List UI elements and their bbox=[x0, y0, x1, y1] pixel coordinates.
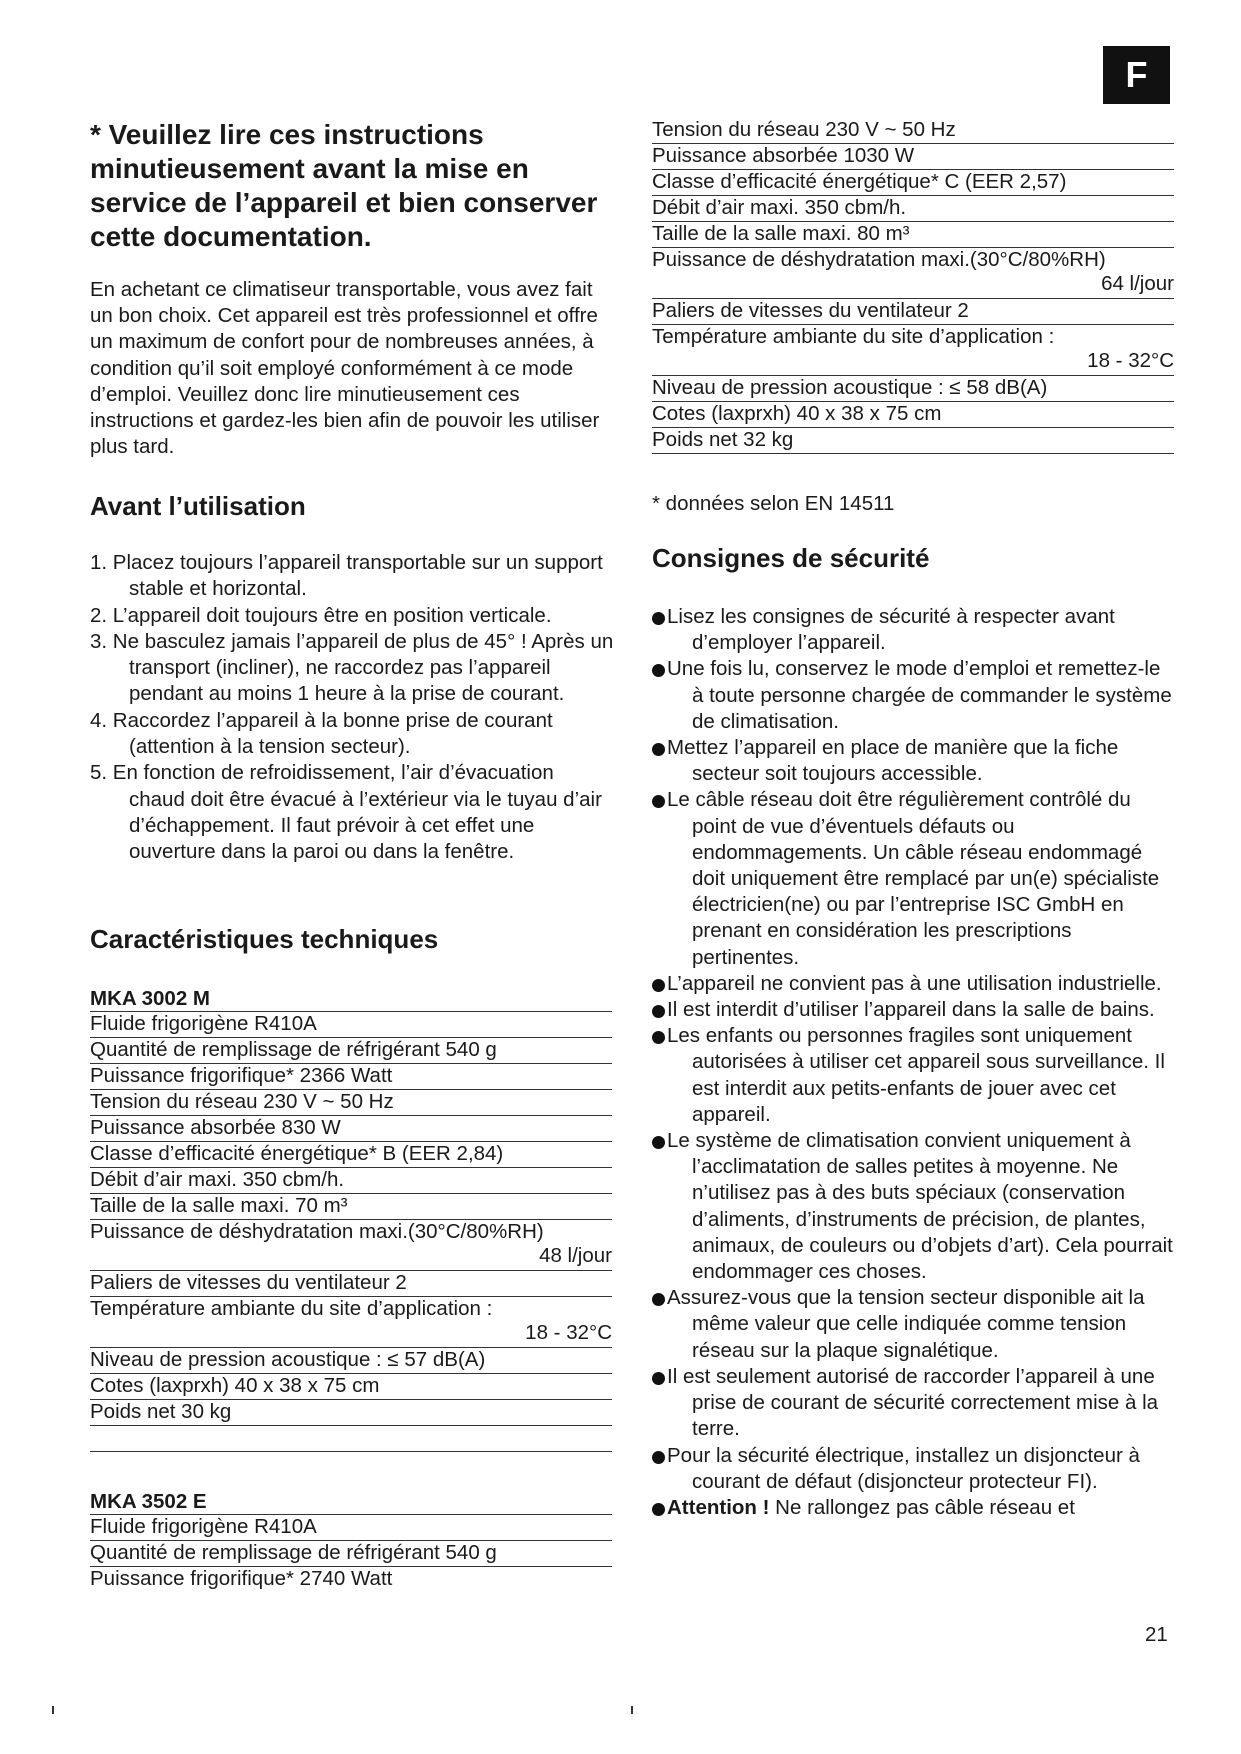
bullet-icon bbox=[652, 1451, 665, 1464]
list-item: 4. Raccordez l’appareil à la bonne prise de courant (attention à la tension secteur). bbox=[90, 708, 553, 759]
list-item bbox=[652, 1023, 1174, 1128]
heading-consignes-securite: Consignes de sécurité bbox=[652, 543, 930, 573]
spec-row: Classe d’efficacité énergétique* B (EER 2,84) bbox=[90, 1142, 612, 1168]
spec-row: Poids net 32 kg bbox=[652, 428, 1174, 454]
bullet-icon bbox=[652, 1503, 665, 1516]
spec-value: 18 - 32°C bbox=[1087, 349, 1174, 372]
spec-row: Paliers de vitesses du ventilateur 2 bbox=[90, 1271, 612, 1297]
list-item-text: Le système de climatisation convient uniquement à l’acclimatation de salles petites à moyenne. Ne n’utilisez pas à des buts spéciaux (conservation d’aliments, d’instruments de précision, de plantes, animaux, de couleurs ou d’objets d’art). Cela pourrait endommager ces choses. bbox=[667, 1129, 1173, 1284]
spec-row: Débit d’air maxi. 350 cbm/h. bbox=[652, 196, 1174, 222]
spec-row: Niveau de pression acoustique : ≤ 58 dB(A) bbox=[652, 376, 1174, 402]
spec-table-1 bbox=[90, 1011, 612, 1452]
spec-label: Puissance de déshydratation maxi.(30°C/80%RH) bbox=[652, 248, 1106, 271]
list-item: 3. Ne basculez jamais l’appareil de plus de 45° ! Après un transport (incliner), ne raccordez pas l’appareil pendant au moins 1 heure à la prise de courant. bbox=[90, 629, 614, 706]
list-item-text: Les enfants ou personnes fragiles sont uniquement autorisées à utiliser cet appareil sous surveillance. Il est interdit aux petits-enfants de jouer avec cet appareil. bbox=[667, 1024, 1165, 1126]
safety-list bbox=[652, 604, 1174, 1521]
spec-value: 48 l/jour bbox=[539, 1244, 612, 1267]
spec-row bbox=[652, 248, 1174, 299]
bullet-icon bbox=[652, 743, 665, 756]
spec-label: Température ambiante du site d’application : bbox=[652, 325, 1055, 348]
list-item-text: Il est seulement autorisé de raccorder l’appareil à une prise de courant de sécurité correctement mise à la terre. bbox=[667, 1364, 1159, 1441]
list-item bbox=[652, 1285, 1174, 1364]
list-item-text: Il est interdit d’utiliser l’appareil dans la salle de bains. bbox=[667, 998, 1155, 1022]
spec-row: Puissance absorbée 830 W bbox=[90, 1116, 612, 1142]
bullet-icon bbox=[652, 979, 665, 992]
bullet-icon bbox=[652, 1293, 665, 1306]
list-item-text: Ne rallongez pas câble réseau et bbox=[769, 1495, 1075, 1519]
bullet-icon bbox=[652, 612, 665, 625]
list-item-text: Mettez l’appareil en place de manière que la fiche secteur soit toujours accessible. bbox=[667, 736, 1119, 786]
language-tab: F bbox=[1103, 46, 1170, 104]
spec-row: Cotes (laxprxh) 40 x 38 x 75 cm bbox=[652, 402, 1174, 428]
attention-label: Attention ! bbox=[667, 1495, 770, 1519]
list-item: 1. Placez toujours l’appareil transportable sur un support stable et horizontal. bbox=[90, 551, 603, 601]
list-item-text: Pour la sécurité électrique, installez un disjoncteur à courant de défaut (disjoncteur protecteur FI). bbox=[667, 1443, 1140, 1493]
spec-row-empty bbox=[90, 1426, 612, 1452]
spec-row bbox=[652, 325, 1174, 376]
model-title-1: MKA 3002 M bbox=[90, 987, 210, 1010]
spec-row: Classe d’efficacité énergétique* C (EER 2,57) bbox=[652, 170, 1174, 196]
footnote: * données selon EN 14511 bbox=[652, 492, 895, 515]
spec-row: Tension du réseau 230 V ~ 50 Hz bbox=[90, 1090, 612, 1116]
spec-row: Niveau de pression acoustique : ≤ 57 dB(A) bbox=[90, 1348, 612, 1374]
list-item bbox=[652, 997, 1174, 1023]
model-title-2: MKA 3502 E bbox=[90, 1490, 207, 1513]
bullet-icon bbox=[652, 1136, 665, 1149]
spec-label: Température ambiante du site d’application : bbox=[90, 1297, 493, 1320]
spec-row: Quantité de remplissage de réfrigérant 540 g bbox=[90, 1038, 612, 1064]
list-item bbox=[652, 1128, 1174, 1285]
spec-row: Paliers de vitesses du ventilateur 2 bbox=[652, 299, 1174, 325]
crop-mark bbox=[631, 1706, 633, 1714]
bullet-icon bbox=[652, 795, 665, 808]
heading-caracteristiques: Caractéristiques techniques bbox=[90, 924, 439, 954]
spec-label: Puissance de déshydratation maxi.(30°C/80%RH) bbox=[90, 1220, 544, 1243]
page-number: 21 bbox=[1145, 1623, 1168, 1646]
spec-row: Puissance frigorifique* 2740 Watt bbox=[90, 1567, 393, 1590]
spec-row: Tension du réseau 230 V ~ 50 Hz bbox=[652, 118, 1174, 144]
list-item bbox=[652, 735, 1174, 787]
spec-table-2 bbox=[90, 1514, 612, 1593]
list-item-text: Le câble réseau doit être régulièrement contrôlé du point de vue d’éventuels défauts ou endommagements. Un câble réseau endommagé doit uniquement être remplacé par un(e) spécialiste électricien(ne) ou par l’entreprise ISC GmbH en prenant en considération les prescriptions pertinentes. bbox=[667, 788, 1160, 969]
list-item bbox=[652, 1364, 1174, 1443]
list-item bbox=[652, 787, 1174, 970]
spec-row: Puissance absorbée 1030 W bbox=[652, 144, 1174, 170]
crop-mark bbox=[52, 1706, 54, 1714]
list-item bbox=[652, 1495, 1174, 1521]
list-item-text: L’appareil ne convient pas à une utilisation industrielle. bbox=[667, 971, 1162, 995]
spec-row: Taille de la salle maxi. 80 m³ bbox=[652, 222, 1174, 248]
spec-row: Fluide frigorigène R410A bbox=[90, 1515, 612, 1541]
heading-avant-utilisation: Avant l’utilisation bbox=[90, 491, 306, 521]
bullet-icon bbox=[652, 1031, 665, 1044]
steps-list bbox=[90, 550, 614, 866]
spec-row: Puissance frigorifique* 2366 Watt bbox=[90, 1064, 612, 1090]
spec-value: 64 l/jour bbox=[1101, 272, 1174, 295]
spec-row: Taille de la salle maxi. 70 m³ bbox=[90, 1194, 612, 1220]
list-item-text: Lisez les consignes de sécurité à respecter avant d’employer l’appareil. bbox=[667, 605, 1115, 655]
spec-row: Cotes (laxprxh) 40 x 38 x 75 cm bbox=[90, 1374, 612, 1400]
list-item-text: Une fois lu, conservez le mode d’emploi et remettez-le à toute personne chargée de commander le système de climatisation. bbox=[667, 657, 1172, 733]
spec-value: 18 - 32°C bbox=[525, 1321, 612, 1344]
list-item bbox=[652, 604, 1174, 656]
spec-row: Quantité de remplissage de réfrigérant 540 g bbox=[90, 1541, 612, 1567]
spec-row: Débit d’air maxi. 350 cbm/h. bbox=[90, 1168, 612, 1194]
list-item-text: Assurez-vous que la tension secteur disponible ait la même valeur que celle indiquée comme tension réseau sur la plaque signalétique. bbox=[667, 1286, 1145, 1362]
bullet-icon bbox=[652, 1372, 665, 1385]
spec-table-2-continued bbox=[652, 118, 1174, 454]
bullet-icon bbox=[652, 1005, 665, 1018]
intro-text: En achetant ce climatiseur transportable, vous avez fait un bon choix. Cet appareil est très professionnel et offre un maximum de confort pour de nombreuses années, à condition qu’il soit employé conformément à ce mode d’emploi. Veuillez donc lire minutieusement ces instructions et gardez-les bien afin de pouvoir les utiliser plus tard. bbox=[90, 278, 600, 459]
bullet-icon bbox=[652, 664, 665, 677]
list-item bbox=[652, 656, 1174, 735]
list-item bbox=[652, 1443, 1174, 1495]
list-item: 2. L’appareil doit toujours être en position verticale. bbox=[90, 603, 552, 627]
spec-row bbox=[90, 1220, 612, 1271]
intro-title: * Veuillez lire ces instructions minutieusement avant la mise en service de l’appareil et bien conserver cette documentation. bbox=[90, 119, 598, 252]
spec-row: Fluide frigorigène R410A bbox=[90, 1012, 612, 1038]
spec-row bbox=[90, 1297, 612, 1348]
spec-row: Poids net 30 kg bbox=[90, 1400, 612, 1426]
list-item bbox=[652, 971, 1174, 997]
list-item: 5. En fonction de refroidissement, l’air d’évacuation chaud doit être évacué à l’extérieur via le tuyau d’air d’échappement. Il faut prévoir à cet effet une ouverture dans la paroi ou dans la fenêtre. bbox=[90, 761, 602, 864]
